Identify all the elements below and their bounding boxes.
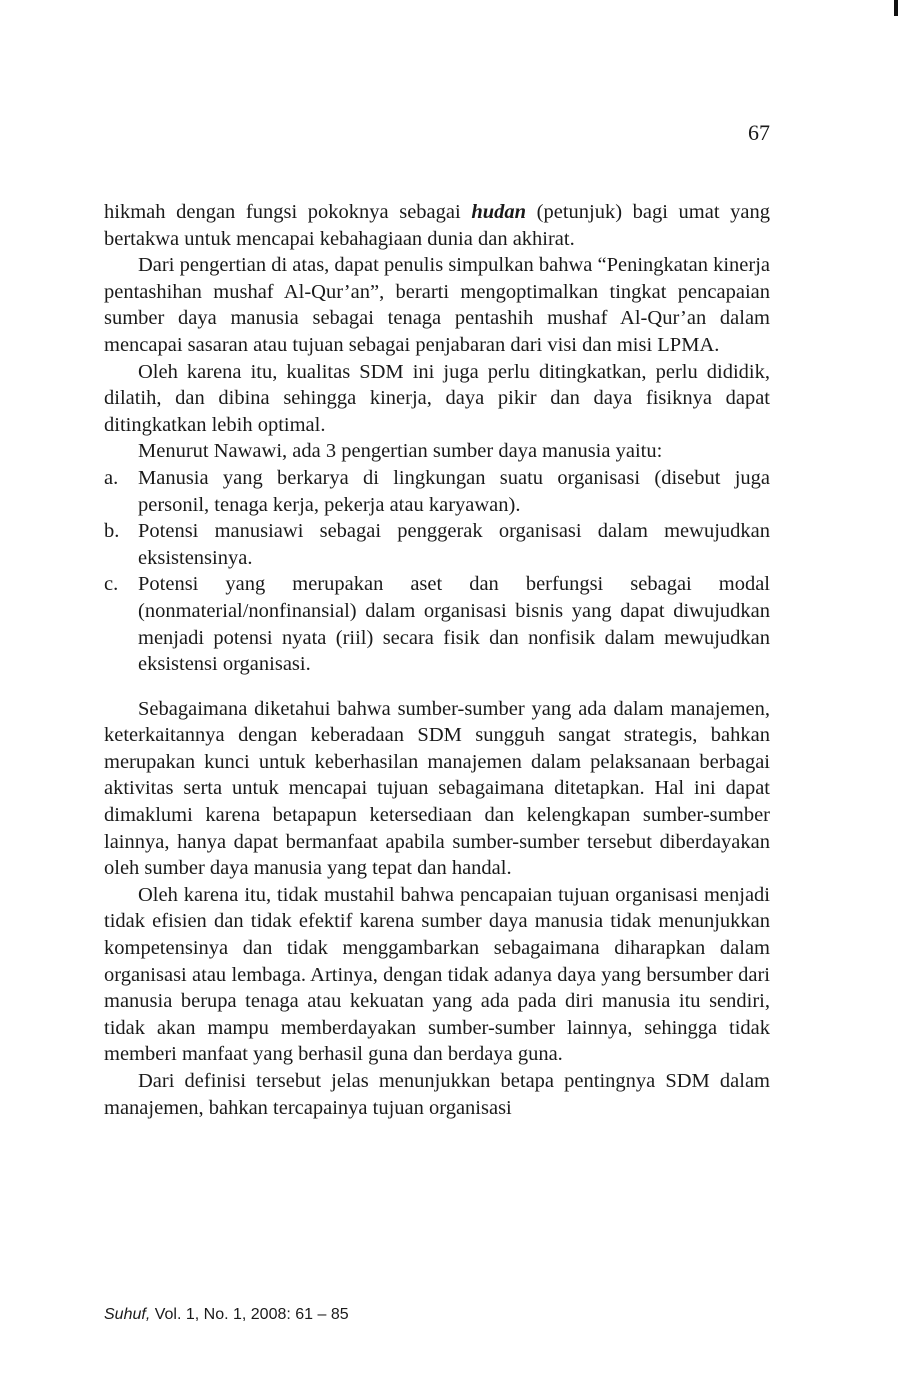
definition-list xyxy=(104,465,770,678)
emphasized-term: hudan xyxy=(471,201,527,223)
paragraph-conclusion: Dari pengertian di atas, dapat penulis simpulkan bahwa “Peningkatan kinerja pentashihan mushaf Al-Qur’an”, berarti mengoptimalkan tingkat pencapaian sumber daya manusia sebagai tenaga pentashih mushaf Al-Qur’an dalam mencapai sasaran atau tujuan sebagai penjabaran dari visi dan misi LPMA. xyxy=(104,254,770,356)
paragraph-list-intro: Menurut Nawawi, ada 3 pengertian sumber daya manusia yaitu: xyxy=(138,440,663,463)
page-number: 67 xyxy=(748,120,770,145)
paragraph-definition: Dari definisi tersebut jelas menunjukkan betapa pentingnya SDM dalam manajemen, bahkan tercapainya tujuan organisasi xyxy=(104,1070,770,1119)
list-marker: b. xyxy=(104,520,120,543)
list-marker: a. xyxy=(104,466,119,489)
page-edge-mark xyxy=(894,0,898,16)
paragraph-strategic: Sebagaimana diketahui bahwa sumber-sumber yang ada dalam manajemen, keterkaitannya dengan keberadaan SDM sungguh sangat strategis, bahkan merupakan kunci untuk keberhasilan manajemen dalam pelaksanaan berbagai aktivitas serta untuk mencapai tujuan sebagaimana ditetapkan. Hal ini dapat dimaklumi karena betapapun ketersediaan dan kelengkapan sumber-sumber lainnya, hanya dapat bermanfaat apabila sumber-sumber tersebut diberdayakan oleh sumber daya manusia yang tepat dan handal. xyxy=(104,697,770,880)
paragraph-quality: Oleh karena itu, kualitas SDM ini juga perlu ditingkatkan, perlu dididik, dilatih, dan dibina sehingga kinerja, daya pikir dan daya fisiknya dapat ditingkatkan lebih optimal. xyxy=(104,360,770,436)
list-item-text: Potensi yang merupakan aset dan berfungsi sebagai modal (nonmaterial/nonfinansial) dalam organisasi bisnis yang dapat diwujudkan menjadi potensi nyata (riil) secara fisik dan nonfisik dalam mewujudkan eksistensi organisasi. xyxy=(138,573,770,676)
journal-footer xyxy=(104,1305,349,1325)
page-body xyxy=(104,199,770,1121)
paragraph-continuation xyxy=(104,199,770,252)
paragraph-text: hikmah dengan fungsi pokoknya sebagai xyxy=(104,201,472,223)
list-item-text: Potensi manusiawi sebagai penggerak organisasi dalam mewujudkan eksistensinya. xyxy=(138,520,770,569)
journal-name: Suhuf, xyxy=(104,1306,151,1323)
list-marker: c. xyxy=(104,573,119,596)
list-item xyxy=(104,518,770,571)
paragraph-text: (petunjuk) bagi umat yang bertakwa untuk mencapai kebahagiaan dunia dan akhirat. xyxy=(104,201,770,250)
journal-citation: Vol. 1, No. 1, 2008: 61 – 85 xyxy=(150,1306,349,1323)
list-item xyxy=(104,465,770,518)
list-item xyxy=(104,571,770,677)
paragraph-gap xyxy=(104,678,770,696)
paragraph-efficiency: Oleh karena itu, tidak mustahil bahwa pencapaian tujuan organisasi menjadi tidak efisien dan tidak efektif karena sumber daya manusia tidak menunjukkan kompetensinya dan tidak menggambarkan sebagaimana diharapkan dalam organisasi atau lembaga. Artinya, dengan tidak adanya daya yang bersumber dari manusia berupa tenaga atau kekuatan yang ada pada diri manusia itu sendiri, tidak akan mampu memberdayakan sumber-sumber lainnya, sehingga tidak memberi manfaat yang berhasil guna dan berdaya guna. xyxy=(104,883,770,1066)
list-item-text: Manusia yang berkarya di lingkungan suatu organisasi (disebut juga personil, tenaga kerja, pekerja atau karyawan). xyxy=(138,466,770,516)
